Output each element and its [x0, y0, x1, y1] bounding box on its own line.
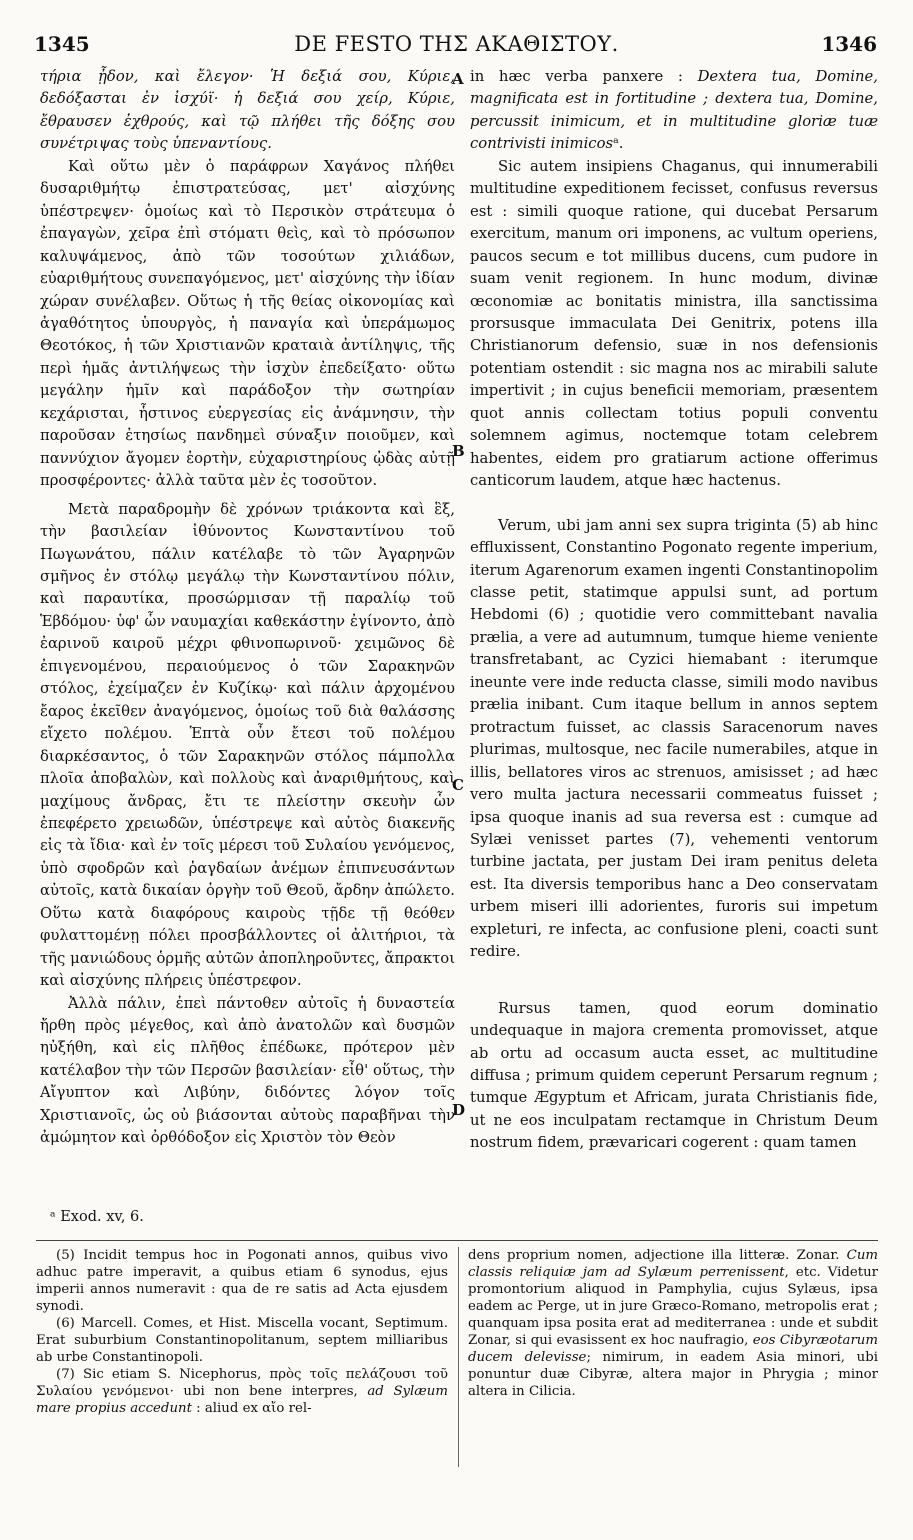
note-7c-a: dens proprium nomen, adjectione illa litteræ. Zonar.	[468, 1248, 847, 1263]
latin-p1-plain: in hæc verba panxere :	[470, 68, 698, 85]
latin-paragraph-1	[470, 66, 878, 156]
notes-right	[468, 1247, 878, 1400]
latin-p1-quote: Dextera tua, Domine, magnificata est in fortitudine ; dextera tua, Domine, percussit inimicum, et in multitudine gloriæ tuæ contrivisti inimicos	[470, 68, 878, 153]
note-7c-b: , etc. Videtur promontorium aliquod in Pamphylia, cujus Sylæus, ipsa eadem ac Perge, ut in jure Græco-Romano, metropolis erat ; quanquam ipsa posita erat ad mediterranea : unde et subdit Zonar, si qui evasissent ex hoc naufragio,	[468, 1265, 878, 1348]
notes-left	[36, 1247, 448, 1417]
note-7c-b-quote: eos Cibyræotarum ducem delevisse	[468, 1333, 878, 1365]
greek-column	[40, 66, 455, 1150]
scripture-footnote: ᵃ Exod. xv, 6.	[50, 1209, 144, 1225]
note-7-continued	[468, 1247, 878, 1400]
page-number-right: 1346	[821, 32, 877, 56]
note-7	[36, 1366, 448, 1417]
greek-paragraph-2: Καὶ οὕτω μὲν ὁ παράφρων Χαγάνος πλήθει δυσαριθμήτῳ ἐπιστρατεύσας, μετ' αἰσχύνης ὑπέστρεψεν· ὁμοίως καὶ τὸ Περσικὸν στράτευμα ὁ ἐπαγαγὼν, χεῖρα ἐπὶ στόματι θεὶς, καὶ τὸ πρόσωπον καλυψάμενος, ἀπὸ τῶν τοσούτων χιλιάδων, εὐαριθμήτους συνεπαγόμενος, μετ' αἰσχύνης τὴν ἰδίαν χώραν συνέλαβεν. Οὕτως ἡ τῆς θείας οἰκονομίας καὶ ἀγαθότητος ὑπουργὸς, ἡ παναγία καὶ ὑπεράμωμος Θεοτόκος, ἡ τῶν Χριστιανῶν κραταιὰ ἀντίληψις, τῆς περὶ ἡμᾶς ἀντιλήψεως τὴν ἰσχὺν ἐπεδείξατο· οὕτω μεγάλην ἡμῖν καὶ παράδοξον τὴν σωτηρίαν κεχάρισται, ἧστινος εὐεργεσίας εἰς ἀνάμνησιν, τὴν παροῦσαν ἐτησίως πανδημεὶ σύναξιν ποιοῦμεν, καὶ παννύχιον ἄγομεν ἑορτὴν, εὐχαριστηρίους ᾠδὰς αὐτῇ προσφέροντες· ἀλλὰ ταῦτα μὲν ἐς τοσοῦτον.	[40, 157, 455, 490]
latin-p1-ref: ᵃ.	[613, 135, 624, 153]
note-7c-c: ; nimirum, in eadem Asia minori, ubi ponuntur duæ Cibyræ, altera major in Phrygia ; minor altera in Cilicia.	[468, 1350, 879, 1399]
note-7c-a-quote: Cum classis reliquiæ jam ad Sylæum perrenissent	[468, 1248, 878, 1280]
margin-letter-a: A	[452, 70, 464, 88]
page-number-left: 1345	[34, 32, 90, 56]
note-7-plain: (7) Sic etiam S. Nicephorus, πρὸς τοῖς πελάζουσι τοῦ Συλαίου γενόμενοι· ubi non bene interpres,	[36, 1367, 448, 1399]
note-5: (5) Incidit tempus hoc in Pogonati annos, quibus vivo adhuc patre imperavit, a quibus etiam 6 synodus, ejus imperii annos numeravit : qua de re satis ad Acta ejusdem synodi.	[36, 1248, 448, 1314]
margin-letter-b: B	[452, 442, 465, 460]
note-7-quote: ad Sylæum mare propius accedunt	[36, 1384, 448, 1416]
margin-letter-c: C	[452, 776, 464, 794]
latin-column	[470, 66, 878, 1155]
note-7-end: : aliud ex αἴο rel-	[191, 1401, 312, 1416]
latin-paragraph-3: Verum, ubi jam anni sex supra triginta (5) ab hinc effluxissent, Constantino Pogonato regente imperium, iterum Agarenorum examen ingenti Constantinopolim classe petit, statimque appulsi sunt, ad portum Hebdomi (6) ; quotidie vero committebant navalia prælia, a vere ad autumnum, tumque hieme veniente transfretabant, ac Cyzici hiemabant : iterumque ineunte vere inde reducta classe, simili modo navibus prælia inibant. Cum itaque bellum in annos septem protractum fuisset, ac classis Saracenorum naves plurimas, multosque, nec facile numerabiles, atque in illis, bellatores viros ac strenuos, amisisset ; ad hæc vero multa jactura necessarii commeatus fuisset ; ipsa quoque inanis ad sua reversa est : cumque ad Sylæi venisset partes (7), vehementi ventorum turbine jactata, per justam Dei iram penitus deleta est. Ita diversis temporibus hanc a Deo conservatam urbem miseri illi adorientes, furoris sui impetum expleturi, re infecta, ac confusione pleni, coacti sunt redire.	[470, 516, 878, 961]
latin-paragraph-4: Rursus tamen, quod eorum dominatio undequaque in majora crementa promovisset, atque ab ortu ad occasum aucta esset, ac multitudine diffusa ; primum quidem ceperunt Persarum regnum ; tumque Ægyptum et Africam, jurata Christianis fide, ut ne eos inculpatam rectamque in Christum Deum nostrum fidem, prævaricari cogerent : quam tamen	[470, 999, 878, 1152]
latin-paragraph-2: Sic autem insipiens Chaganus, qui innumerabili multitudine expeditionem fecisset, confusus reversus est : simili quoque ratione, qui ducebat Persarum exercitum, manum ori imponens, ac vultum operiens, paucos secum e tot millibus ducens, cum pudore in suam venit regionem. In hunc modum, divinæ œconomiæ ac bonitatis ministra, illa sanctissima prorsusque immaculata Dei Genitrix, potens illa Christianorum defensio, suæ in nos defensionis potentiam ostendit : sic magna nos ac mirabili salute impertivit ; in cujus beneficii memoriam, præsentem quot annis collectam totius populi conventu solemnem agimus, noctemque totam celebrem habentes, eidem pro gratiarum actione offerimus canticorum laudem, atque hæc hactenus.	[470, 157, 878, 490]
greek-paragraph-4: Ἀλλὰ πάλιν, ἐπεὶ πάντοθεν αὐτοῖς ἡ δυναστεία ἤρθη πρὸς μέγεθος, καὶ ἀπὸ ἀνατολῶν καὶ δυσμῶν ηὐξήθη, καὶ εἰς πλῆθος ἐπέδωκε, πρότερον μὲν κατέλαβον τὴν τῶν Περσῶν βασιλείαν· εἶθ' οὕτως, τὴν Αἴγυπτον καὶ Λιβύην, διδόντες λόγον τοῖς Χριστιανοῖς, ὡς οὐ βιάσονται αὐτοὺς παραβῆναι τὴν ἀμώμητον καὶ ὀρθόδοξον εἰς Χριστὸν τὸν Θεὸν	[40, 994, 455, 1147]
footnote-rule	[36, 1240, 878, 1241]
margin-letter-d: D	[452, 1101, 466, 1119]
note-6: (6) Marcell. Comes, et Hist. Miscella vocant, Septimum. Erat suburbium Constantinopolitanum, septem milliaribus ab urbe Constantinopoli.	[36, 1316, 448, 1365]
running-title: DE FESTO ΤΗΣ ΑΚΑΘΙΣΤΟΥ.	[294, 32, 619, 56]
notes-divider	[458, 1247, 459, 1467]
greek-paragraph-3: Μετὰ παραδρομὴν δὲ χρόνων τριάκοντα καὶ ἓξ, τὴν βασιλείαν ἰθύνοντος Κωνσταντίνου τοῦ Πωγωνάτου, πάλιν κατέλαβε τὸ τῶν Ἀγαρηνῶν σμῆνος ἐν στόλῳ μεγάλῳ τὴν Κωνσταντίνου πόλιν, καὶ παραυτίκα, προσώρμισαν τῇ παραλίῳ τοῦ Ἑβδόμου· ὑφ' ὧν ναυμαχίαι καθεκάστην ἐγίνοντο, ἀπὸ ἐαρινοῦ καιροῦ μέχρι φθινοπωρινοῦ· χειμῶνος δὲ ἐπιγενομένου, περαιούμενος ὁ τῶν Σαρακηνῶν στόλος, ἐχείμαζεν ἐν Κυζίκῳ· καὶ πάλιν ἀρχομένου ἔαρος ἐκεῖθεν ἀναγόμενος, ὁμοίως τοῦ διὰ θαλάσσης εἴχετο πολέμου. Ἑπτὰ οὖν ἔτεσι τοῦ πολέμου διαρκέσαντος, ὁ τῶν Σαρακηνῶν στόλος πάμπολλα πλοῖα ἀποβαλὼν, καὶ πολλοὺς καὶ ἀναριθμήτους, καὶ μαχίμους ἄνδρας, ἔτι τε πλείστην σκευὴν ὧν ἐπεφέρετο χρειωδῶν, ὑπέστρεψε καὶ αὐτὸς διακενῆς εἰς τὰ ἴδια· καὶ ἐν τοῖς μέρεσι τοῦ Συλαίου γενόμενος, ὑπὸ σφοδρῶν καὶ ῥαγδαίων ἀνέμων ἐπιπνευσάντων αὐτοῖς, κατὰ δικαίαν ὀργὴν τοῦ Θεοῦ, ἄρδην ἀπώλετο. Οὕτω κατὰ διαφόρους καιροὺς τῇδε τῇ θεόθεν φυλαττομένῃ πόλει προσβάλλοντες οἱ ἀλιτήριοι, τὰ τῆς μανιώδους ὁρμῆς αὐτῶν ἀποπληροῦντες, ἄπρακτοι καὶ αἰσχύνης πλήρεις ὑπέστρεφον.	[40, 500, 455, 990]
greek-paragraph-1: τήρια ᾖδον, καὶ ἔλεγον· Ἡ δεξιά σου, Κύριε, δεδόξασται ἐν ἰσχύϊ· ἡ δεξιά σου χείρ, Κύριε, ἔθραυσεν ἐχθρούς, καὶ τῷ πλήθει τῆς δόξης σου συνέτριψας τοὺς ὑπεναντίους.	[40, 68, 455, 153]
